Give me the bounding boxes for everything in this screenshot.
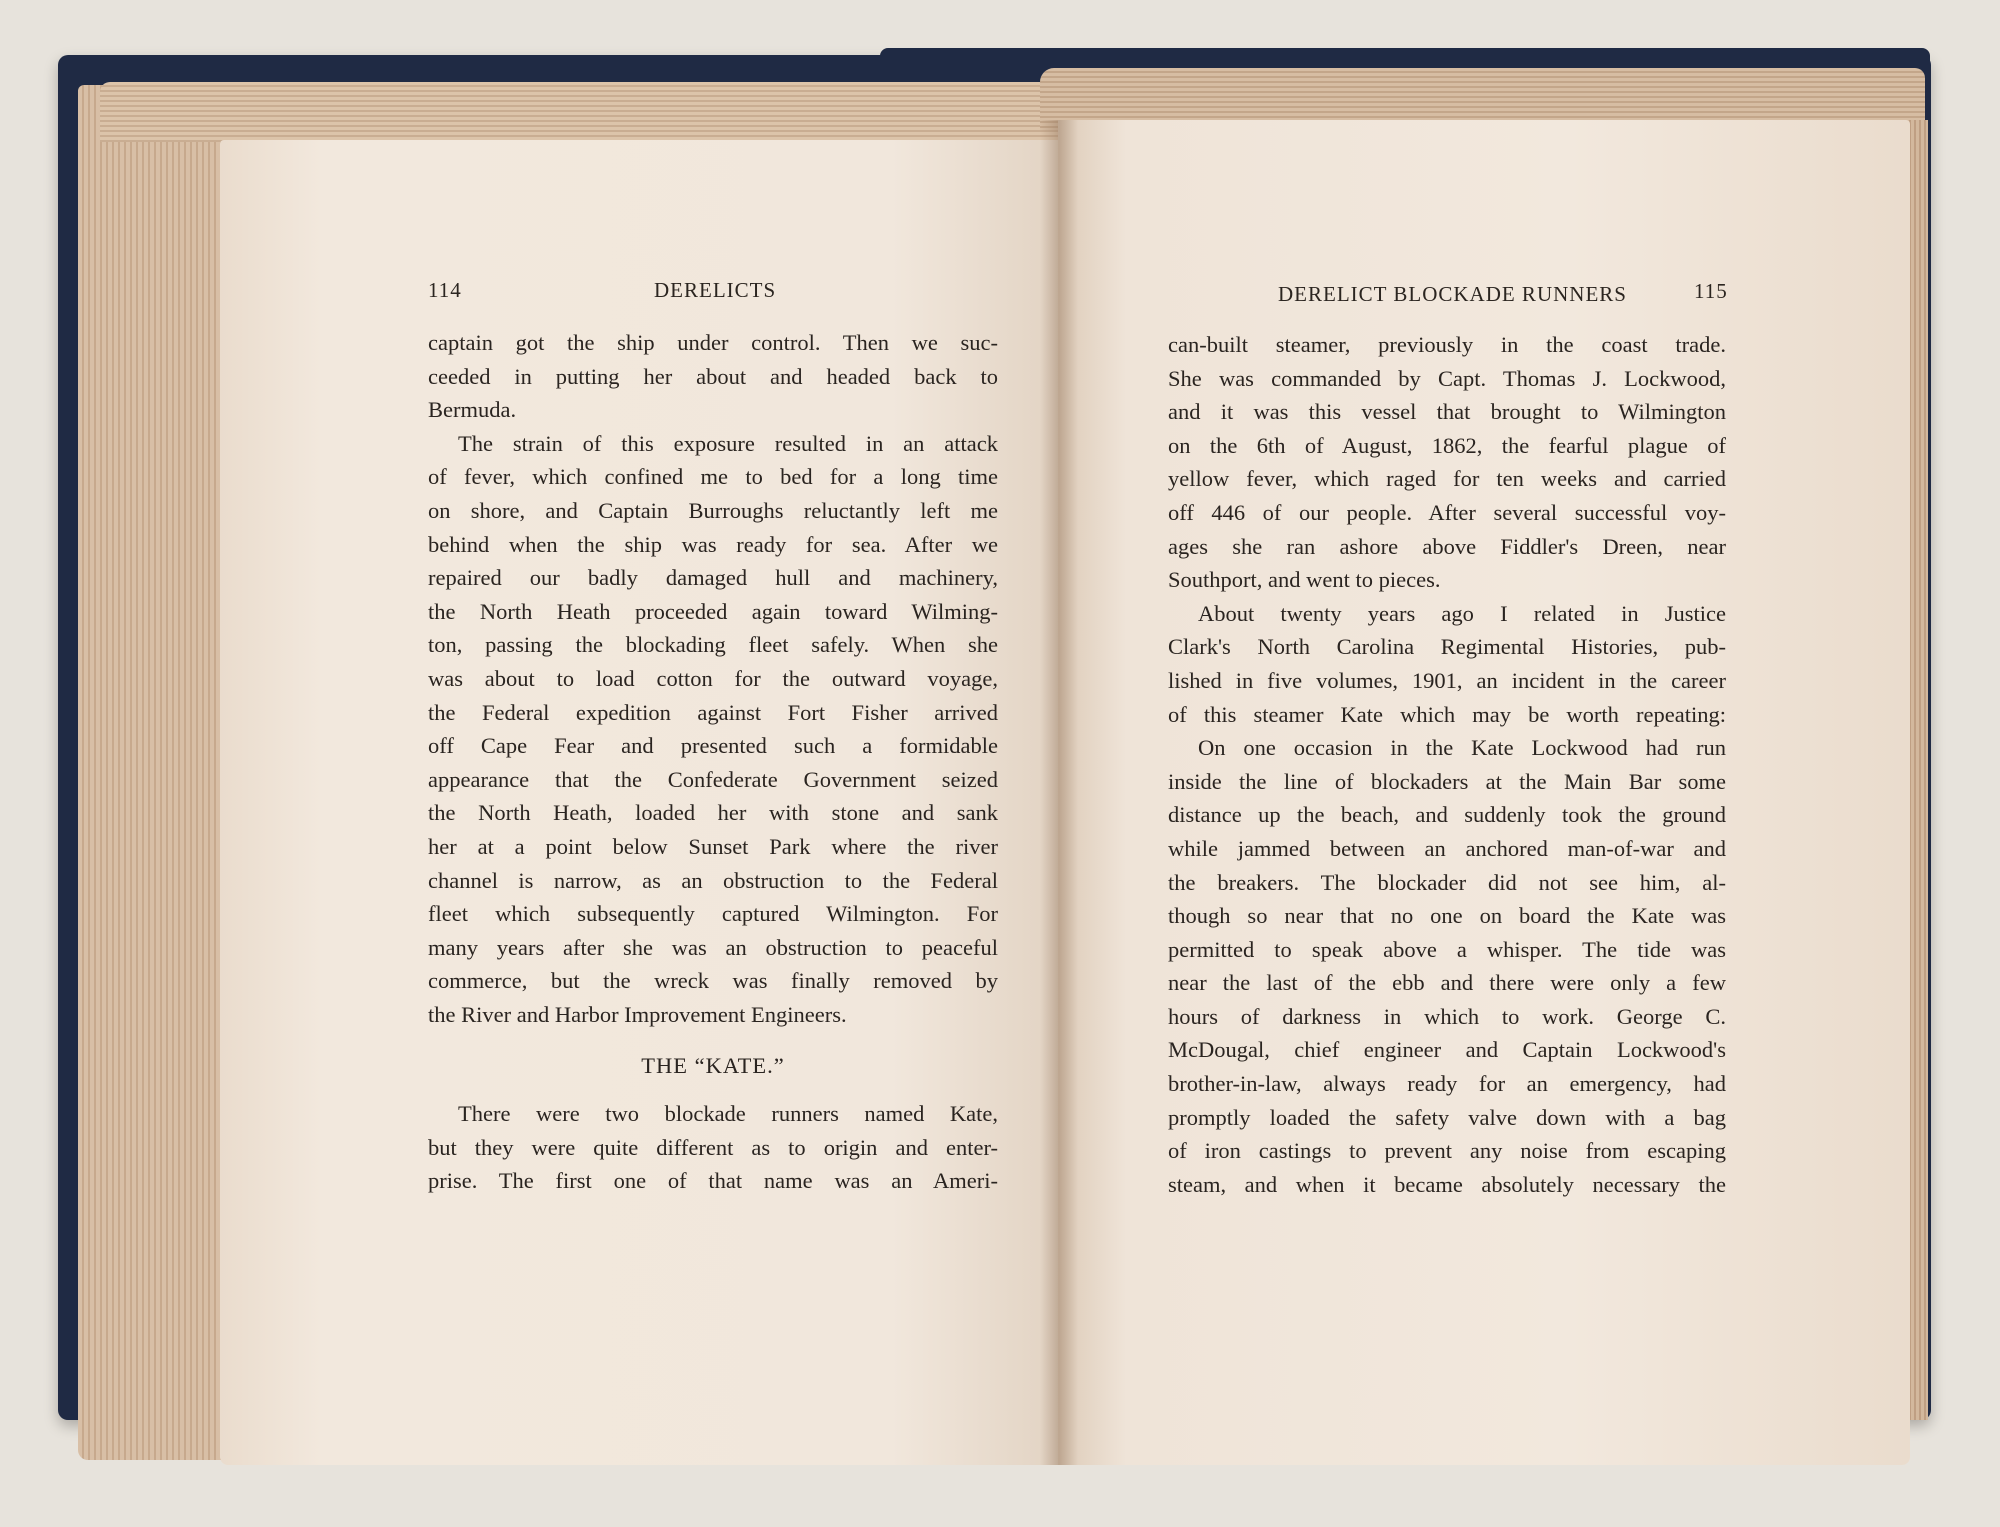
- text-line: appearance that the Confederate Government seized: [428, 766, 998, 792]
- text-line: off 446 of our people. After several successful voy-: [1168, 499, 1726, 525]
- right-running-head: DERELICT BLOCKADE RUNNERS: [1278, 282, 1627, 306]
- text-line: The strain of this exposure resulted in an attack: [458, 430, 998, 456]
- text-line: yellow fever, which raged for ten weeks and carried: [1168, 466, 1726, 492]
- text-line: the breakers. The blockader did not see him, al-: [1168, 869, 1726, 895]
- text-line: Southport, and went to pieces.: [1168, 567, 1441, 593]
- text-line: captain got the ship under control. Then we suc-: [428, 330, 998, 355]
- text-line: She was commanded by Capt. Thomas J. Lockwood,: [1168, 365, 1726, 391]
- text-line: near the last of the ebb and there were only a few: [1168, 970, 1726, 996]
- section-heading: THE “KATE.”: [641, 1053, 785, 1079]
- text-line: brother-in-law, always ready for an emergency, had: [1168, 1071, 1726, 1097]
- book-gutter: [1040, 120, 1078, 1465]
- text-line: of iron castings to prevent any noise from escaping: [1168, 1138, 1726, 1164]
- left-page-text: [428, 326, 998, 1198]
- text-line: off Cape Fear and presented such a formidable: [428, 733, 998, 759]
- text-line: while jammed between an anchored man-of-war and: [1168, 835, 1726, 861]
- text-line: Clark's North Carolina Regimental Histories, pub-: [1168, 634, 1726, 660]
- text-line: prise. The first one of that name was an Ameri-: [428, 1168, 998, 1194]
- right-page-number: 115: [1694, 279, 1728, 303]
- text-line: distance up the beach, and suddenly took the ground: [1168, 802, 1726, 828]
- text-line: fleet which subsequently captured Wilmington. For: [428, 901, 998, 927]
- text-line: promptly loaded the safety valve down with a bag: [1168, 1104, 1726, 1130]
- left-top-page-edges: [100, 82, 1060, 142]
- text-line: steam, and when it became absolutely necessary the: [1168, 1171, 1726, 1197]
- text-line: hours of darkness in which to work. George C.: [1168, 1003, 1726, 1029]
- text-line: ages she ran ashore above Fiddler's Dreen, near: [1168, 533, 1726, 559]
- text-line: the River and Harbor Improvement Engineers.: [428, 1001, 847, 1027]
- text-line: the North Heath, loaded her with stone and sank: [428, 800, 998, 826]
- text-line: was about to load cotton for the outward voyage,: [428, 665, 998, 691]
- text-line: can-built steamer, previously in the coast trade.: [1168, 332, 1726, 357]
- text-line: On one occasion in the Kate Lockwood had run: [1198, 735, 1726, 761]
- left-page-number: 114: [428, 278, 462, 302]
- text-line: the North Heath proceeded again toward Wilming-: [428, 598, 998, 624]
- text-line: lished in five volumes, 1901, an incident in the career: [1168, 667, 1726, 693]
- text-line: and it was this vessel that brought to Wilmington: [1168, 399, 1726, 425]
- left-page-block-edges: [78, 85, 228, 1460]
- text-line: permitted to speak above a whisper. The tide was: [1168, 936, 1726, 962]
- right-page-text: [1168, 328, 1726, 1201]
- text-line: her at a point below Sunset Park where the river: [428, 833, 998, 859]
- text-line: inside the line of blockaders at the Main Bar some: [1168, 768, 1726, 794]
- text-line: the Federal expedition against Fort Fisher arrived: [428, 699, 998, 725]
- left-running-head: DERELICTS: [654, 278, 777, 302]
- text-line: repaired our badly damaged hull and machinery,: [428, 565, 998, 591]
- text-line: though so near that no one on board the Kate was: [1168, 903, 1726, 929]
- text-line: behind when the ship was ready for sea. After we: [428, 531, 998, 557]
- text-line: channel is narrow, as an obstruction to the Federal: [428, 867, 998, 893]
- text-line: on shore, and Captain Burroughs reluctantly left me: [428, 497, 998, 523]
- text-line: McDougal, chief engineer and Captain Lockwood's: [1168, 1037, 1726, 1063]
- text-line: of fever, which confined me to bed for a long time: [428, 464, 998, 490]
- text-line: About twenty years ago I related in Justice: [1198, 600, 1726, 626]
- text-line: many years after she was an obstruction to peaceful: [428, 934, 998, 960]
- text-line: There were two blockade runners named Kate,: [458, 1101, 998, 1127]
- text-line: on the 6th of August, 1862, the fearful plague of: [1168, 432, 1726, 458]
- text-line: commerce, but the wreck was finally removed by: [428, 968, 998, 994]
- text-line: Bermuda.: [428, 397, 517, 423]
- text-line: ceeded in putting her about and headed back to: [428, 363, 998, 389]
- text-line: of this steamer Kate which may be worth repeating:: [1168, 701, 1726, 727]
- text-line: but they were quite different as to origin and enter-: [428, 1134, 998, 1160]
- text-line: ton, passing the blockading fleet safely. When she: [428, 632, 998, 658]
